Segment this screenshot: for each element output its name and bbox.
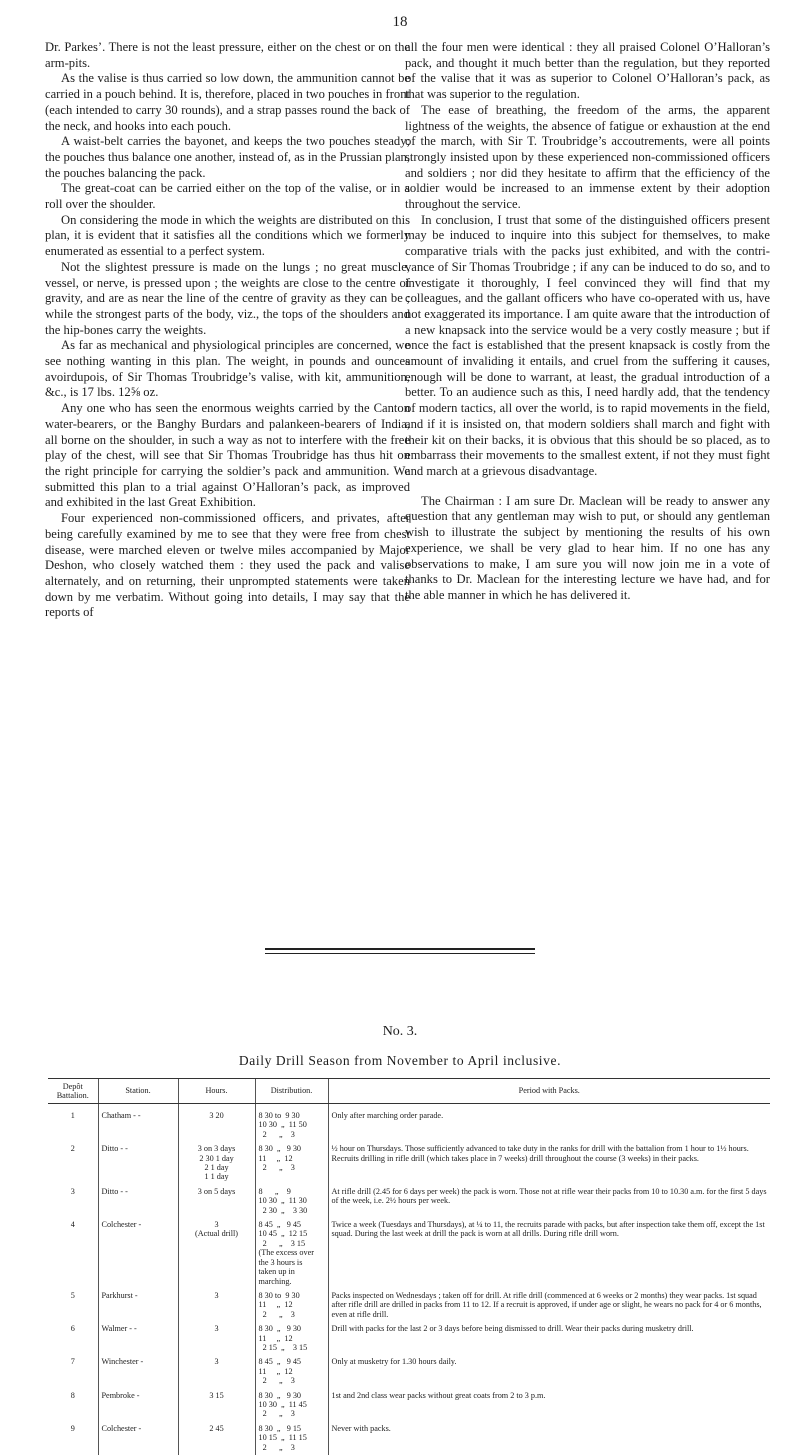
paragraph: As far as mechanical and physiological principles are concerned, we see nothing wanting in this plan. The weight, in pounds and ounces avoirdupois, of Sir Thomas Troubridge’s valise, with kit, ammunition, &c., is 17 lbs. 12⅝ oz. bbox=[45, 338, 410, 400]
distribution-cell: 8 30 „ 9 30 11 „ 12 2 „ 3 bbox=[255, 1142, 328, 1185]
hours-cell: 3 bbox=[178, 1289, 255, 1322]
period-cell: Never with packs. bbox=[328, 1422, 770, 1455]
battalion-number: 6 bbox=[70, 1324, 75, 1334]
station-cell: Chatham - - bbox=[98, 1104, 178, 1143]
table-row bbox=[48, 1185, 770, 1218]
paragraph: Four experienced non-commissioned officers, and privates, after being carefully examined by me to see that they were free from chest disease, were marched eleven or twelve miles accompanied by Major Deshon, who closely watched them : they used the pack and valise alternately, and on returning, their unprompted statements were taken down by me verbatim. Without going into details, I may say that the reports of bbox=[45, 511, 410, 620]
header-distribution: Distribution. bbox=[255, 1079, 328, 1104]
hours-cell: 2 45 bbox=[178, 1422, 255, 1455]
table-title: Daily Drill Season from November to April inclusive. bbox=[238, 1053, 562, 1068]
page-number: 18 bbox=[392, 14, 408, 30]
paragraph: On considering the mode in which the weights are distributed on this plan, it is evident that it satisfies all the conditions which we formerly enumerated as essential to a perfect system. bbox=[45, 212, 410, 259]
period-cell: Packs inspected on Wednesdays ; taken off for drill. At rifle drill (commenced at 6 weeks or 2 months) they wear packs. 1st squad after rifle drill are drilled in packs from 11 to 12. If a recruit is approved, if under age or slight, he wears no pack for 4 or 6 months, even at rifle drill. bbox=[328, 1289, 770, 1322]
paragraph: Dr. Parkes’. There is not the least pressure, either on the chest or on the arm-pits. bbox=[45, 40, 410, 70]
distribution-cell: 8 30 to 9 30 11 „ 12 2 „ 3 bbox=[255, 1289, 328, 1322]
table-header-row bbox=[48, 1079, 770, 1104]
period-cell: Only at musketry for 1.30 hours daily. bbox=[328, 1355, 770, 1388]
table-row bbox=[48, 1389, 770, 1422]
table-row bbox=[48, 1289, 770, 1322]
distribution-cell: 8 30 „ 9 30 10 30 „ 11 45 2 „ 3 bbox=[255, 1389, 328, 1422]
header-station: Station. bbox=[98, 1079, 178, 1104]
period-cell: Drill with packs for the last 2 or 3 days before being dismissed to drill. Wear their packs during musketry drill. bbox=[328, 1322, 770, 1355]
distribution-cell: 8 30 „ 9 30 11 „ 12 2 15 „ 3 15 bbox=[255, 1322, 328, 1355]
hours-cell: 3 on 5 days bbox=[178, 1185, 255, 1218]
station-cell: Winchester - bbox=[98, 1355, 178, 1388]
header-hours: Hours. bbox=[178, 1079, 255, 1104]
period-cell: Twice a week (Tuesdays and Thursdays), at ¼ to 11, the recruits parade with packs, but after inspection take them off, except the 1st squad. During the last week at drill the pack is worn at all drills. During rifle drill worn. bbox=[328, 1218, 770, 1289]
paragraph: The ease of breathing, the freedom of the arms, the apparent lightness of the weights, the absence of fatigue or exhaustion at the end of the march, with Sir T. Troubridge’s accoutrements, were all points strongly insisted upon by these experienced non-commissioned officers and soldiers ; nor did they hesitate to affirm that the efficiency of the soldier would be increased to an immense extent by their adoption throughout the service. bbox=[405, 102, 770, 212]
hours-cell: 3 20 bbox=[178, 1104, 255, 1143]
drill-season-table bbox=[48, 1078, 770, 1455]
section-divider bbox=[265, 948, 535, 950]
table-row bbox=[48, 1104, 770, 1143]
table-row bbox=[48, 1142, 770, 1185]
distribution-cell: 8 30 „ 9 15 10 15 „ 11 15 2 „ 3 bbox=[255, 1422, 328, 1455]
table-number: No. 3. bbox=[382, 1024, 418, 1039]
paragraph: A waist-belt carries the bayonet, and keeps the two pouches steady; the pouches thus balance one another, instead of, as in the Prussian plan, the pouches balancing the pack. bbox=[45, 134, 410, 180]
hours-cell: 3 15 bbox=[178, 1389, 255, 1422]
distribution-cell: 8 „ 9 10 30 „ 11 30 2 30 „ 3 30 bbox=[255, 1185, 328, 1218]
header-period-with-packs: Period with Packs. bbox=[328, 1079, 770, 1104]
battalion-number: 4 bbox=[70, 1220, 75, 1230]
header-depot-battalion: Depôt Battalion. bbox=[48, 1079, 98, 1104]
table-row bbox=[48, 1218, 770, 1289]
distribution-cell: 8 45 „ 9 45 11 „ 12 2 „ 3 bbox=[255, 1355, 328, 1388]
battalion-number: 1 bbox=[70, 1111, 75, 1120]
paragraph: The great-coat can be carried either on the top of the valise, or in a roll over the shoulder. bbox=[45, 181, 410, 212]
station-cell: Parkhurst - bbox=[98, 1289, 178, 1322]
period-cell: ½ hour on Thursdays. Those sufficiently advanced to take duty in the ranks for drill with the battalion from 1 hour to 1½ hours. Recruits drilling in rifle drill (which takes place in 7 weeks) drill throughout the course (3 weeks) in their packs. bbox=[328, 1142, 770, 1185]
left-text-column bbox=[45, 40, 410, 621]
station-cell: Colchester - bbox=[98, 1218, 178, 1289]
period-cell: 1st and 2nd class wear packs without great coats from 2 to 3 p.m. bbox=[328, 1389, 770, 1422]
table-row bbox=[48, 1422, 770, 1455]
hours-cell: 3 on 3 days 2 30 1 day 2 1 day 1 1 day bbox=[178, 1142, 255, 1185]
period-cell: At rifle drill (2.45 for 6 days per week) the pack is worn. Those not at rifle wear their packs from 10 to 10.30 a.m. for the first 5 days of the week, i.e. 2½ hours per week. bbox=[328, 1185, 770, 1218]
battalion-number: 7 bbox=[70, 1357, 75, 1367]
paragraph: Any one who has seen the enormous weights carried by the Canton water-bearers, or the Banghy Burdars and palankeen-bearers of India, all borne on the shoulder, in such a way as not to interfere with the free play of the chest, will see that Sir Thomas Troubridge has thus hit on the right principle for carrying the soldier’s pack and ammunition. We submitted this plan to a trial against O’Halloran’s pack, as improved and exhibited in the last Great Exhibition. bbox=[45, 401, 410, 510]
hours-cell: 3 (Actual drill) bbox=[178, 1218, 255, 1289]
paragraph: The Chairman : I am sure Dr. Maclean will be ready to answer any question that any gentleman may wish to put, or should any gentleman wish to illustrate the subject by mentioning the results of his own experience, we shall be very glad to hear him. If no one has any observations to make, I am sure you will now join me in a vote of thanks to Dr. Maclean for the interesting lecture we have had, and for the able manner in which he has delivered it. bbox=[405, 493, 770, 602]
station-cell: Ditto - - bbox=[98, 1185, 178, 1218]
table-row bbox=[48, 1322, 770, 1355]
right-text-column bbox=[405, 40, 770, 604]
paragraph: Not the slightest pressure is made on the lungs ; no great muscle, vessel, or nerve, is pressed upon ; the weights are close to the centre of gravity, and are as near the line of the centre of gravity as they can be ; while the strongest parts of the body, viz., the tops of the shoulders and the hip-bones carry the weights. bbox=[45, 259, 410, 337]
table-row bbox=[48, 1355, 770, 1388]
hours-cell: 3 bbox=[178, 1322, 255, 1355]
hours-cell: 3 bbox=[178, 1355, 255, 1388]
station-cell: Pembroke - bbox=[98, 1389, 178, 1422]
paragraph: As the valise is thus carried so low down, the ammunition cannot be carried in a pouch behind. It is, therefore, placed in two pouches in front (each intended to carry 30 rounds), and a strap passes round the back of the neck, and hooks into each pouch. bbox=[45, 71, 410, 133]
station-cell: Walmer - - bbox=[98, 1322, 178, 1355]
battalion-number: 5 bbox=[70, 1290, 75, 1300]
battalion-number: 8 bbox=[70, 1390, 75, 1400]
paragraph: In conclusion, I trust that some of the distinguished officers present may be induced to inquire into this subject for themselves, to make comparative trials with the packs just exhibited, and with the contrivance of Sir Thomas Troubridge ; if any can be induced to do so, and to investigate it thoroughly, I feel convinced they will find that my colleagues, and the gallant officers who have co-operated with us, have not exaggerated its importance. I am quite aware that the introduction of a new knapsack into the service would be a very costly measure ; but if once the fact is established that the present knapsack is costly from the amount of invaliding it entails, and cruel from the suffering it causes, enough will be done to warrant, at least, the gradual introduction of a better. To an audience such as this, I need hardly add, that the tendency of modern tactics, all over the world, is to rapid movements in the field, and if it is insisted on, that modern soldiers shall march and fight with their kit on their backs, it is obvious that this should be so placed, as to embarrass their movements to the smallest extent, if not they must fight and march at a grievous disadvantage. bbox=[405, 212, 770, 478]
battalion-number: 9 bbox=[70, 1423, 75, 1433]
period-cell: Only after marching order parade. bbox=[328, 1104, 770, 1143]
station-cell: Colchester - bbox=[98, 1422, 178, 1455]
battalion-number: 3 bbox=[70, 1186, 75, 1196]
battalion-number: 2 bbox=[70, 1144, 75, 1154]
station-cell: Ditto - - bbox=[98, 1142, 178, 1185]
distribution-cell: 8 30 to 9 30 10 30 „ 11 50 2 „ 3 bbox=[255, 1104, 328, 1143]
section-divider bbox=[265, 953, 535, 954]
paragraph: all the four men were identical : they all praised Colonel O’Halloran’s pack, and thought it much better than the regulation, but they reported of the valise that it was as superior to Colonel O’Halloran’s pack, as that was superior to the regulation. bbox=[405, 40, 770, 102]
distribution-cell: 8 45 „ 9 45 10 45 „ 12 15 2 „ 3 15 (The excess over the 3 hours is taken up in marching. bbox=[255, 1218, 328, 1289]
